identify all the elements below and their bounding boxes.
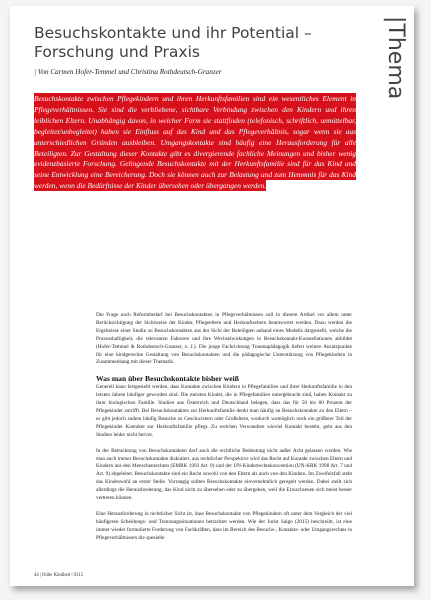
lead-paragraph xyxy=(34,94,356,192)
article-body xyxy=(96,312,352,551)
section-heading: Was man über Besuchskontakte bisher weiß xyxy=(96,374,239,384)
section-label-box xyxy=(384,16,410,126)
body-paragraph-2: Generell kann festgestellt werden, dass Kontakte zwischen Kindern in Pflegefamilien und ihrer Herkunftsfamilie in den letzten Jahren häufiger geworden sind. Die meisten Kinder, die in Pflegefamilien untergebracht sind, haben Kontakt zu ihrer biologischen Familie. Studien aus Österreich und Deutschland belegen, dass das für 50 bis 80 Prozent der Pflegekinder zutrifft. Bei Besuchskontakten zur Herkunftsfamilie denkt man häufig an Besuchskontakte zu den Eltern – es gibt jedoch zudem häufig Besuche zu Geschwistern oder Großeltern, wodurch womöglich noch ein größerer Teil der Pflegekinder Kontakte zur Herkunftsfamilie pflegt. Zu welchen Verwandten wieviel Kontakt besteht, geht aus den Studien leider nicht hervor. xyxy=(96,384,352,438)
magazine-page xyxy=(10,6,414,586)
body-paragraph-1: Die Frage nach Reformbedarf bei Besuchskontakten in Pflegeverhältnissen soll in diesem Artikel vor allem unter Berücksichtigung der Sichtweise der Kinder, Pflegeeltern und Herkunftseltern beantwortet werden. Dazu werden die Ergebnisse einer Studie zu Besuchskontakten aus der Sicht der Beteiligten anhand eines Modells dargestellt, welche die Prozesshaftigkeit, die relevanten Faktoren und ihre Wechselwirkungen in Besuchskontakt-Konstellationen abbildet (Hofer-Temmel & Rothdeutsch-Granzer, o. J.). Die junge Fachrichtung Traumapädagogik liefert weitere Ansatzpunkte für eine kindgerechte Gestaltung von Besuchskontakten und die pädagogische Unterstützung von Pflegekindern in Zusammenhang mit dieser Thematik. xyxy=(96,312,352,366)
lead-text: Besuchskontakte zwischen Pflegekindern und ihren Herkunftsfamilien sind ein wesentliches Element in Pflegeverhältnissen. Sie sind die verbliebene, sichtbare Verbindung zwischen den Kindern und ihren leiblichen Eltern. Unabhängig davon, in welcher Form sie stattfinden (telefonisch, schriftlich, unmittelbar, begleitet/unbegleitet) haben sie Einfluss auf das Kind und das Pflegeverhältnis, sogar wenn sie aus unterschiedlichen Gründen ausbleiben. Umgangskontakte sind häufig eine Herausforderung für alle Beteiligten. Zur Gestaltung dieser Kontakte gibt es divergierende fachliche Meinungen und bisher wenig evidenzbasierte Forschung. Gelingende Besuchskontakte mit der Herkunftsfamilie sind für das Kind und seine Entwicklung eine Bereicherung. Doch sie können auch zur Belastung und zum Hemmnis für das Kind werden, wenn die Bedürfnisse der Kinder übersehen oder übergangen werden. xyxy=(34,94,356,191)
body-paragraph-3: In der Betrachtung von Besuchskontakten darf auch die rechtliche Bedeutung nicht außer Acht gelassen werden. Wie man auch immer Besuchskontakte diskutiert, aus rechtlicher Perspektive wird das Recht auf Kontakt zwischen Eltern und Kindern aus den Menschenrechten (EMRK 1993 Art. 8) und der UN-Kinderrechtekonvention (UN-KRK 1998 Art. 7 und Art. 9) abgeleitet. Besuchskontakte sind ein Recht sowohl von den Eltern als auch von den Kindern. Im Zweifelsfall steht das Kindeswohl an erster Stelle. Vorrangig sollten Besuchskontakte einvernehmlich geregelt werden. Dabei stellt sich allerdings die Herausforderung, das Kind nicht zu übersehen oder zu übergehen, weil die Erwachsenen sich meist besser vertreten können. xyxy=(96,447,352,502)
page-footer: 44 | frühe Kindheit | 0315 xyxy=(34,573,84,578)
section-label: |Thema xyxy=(383,16,408,100)
article-authors: | Von Carmen Hofer-Temmel und Christina Rothdeutsch-Granzer xyxy=(34,68,222,76)
body-paragraph-4: Eine Herausforderung in rechtlicher Sicht ist, dass Besuchskontakte von Pflegekindern oft unter dem Vergleich der viel häufigeren Scheidungs- und Trennungssituationen betrachtet werden. Wie der Jurist Salgo (2015) beschreibt, ist eine immer wieder formulierte Forderung von Fachkräften, dass im Bereich des Besuchs-, Kontakts- oder Umgangsrechtes in Pflegeverhältnissen die spezielle xyxy=(96,510,352,541)
article-title: Besuchskontakte und ihr Potential – Forschung und Praxis xyxy=(34,24,312,61)
